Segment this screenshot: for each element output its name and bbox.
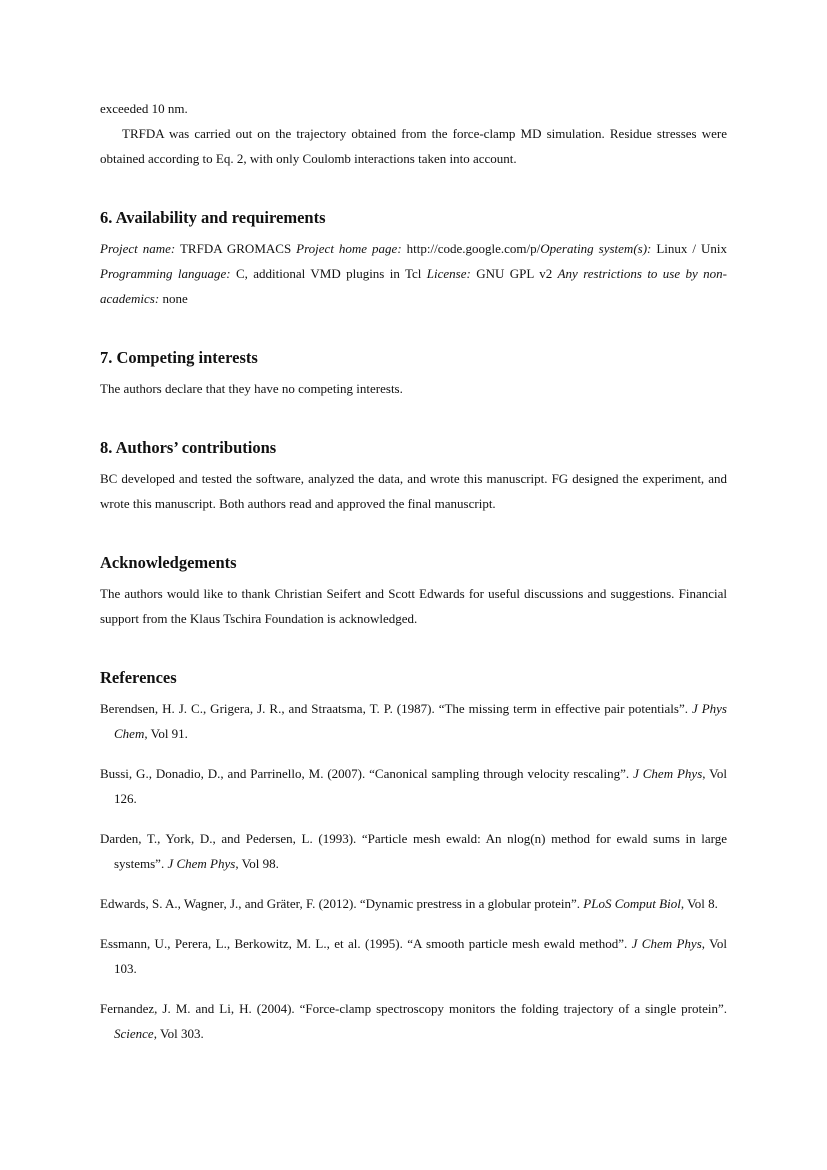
home-page-label: Project home page: [296, 241, 402, 256]
language-value: C, additional VMD plugins in Tcl [230, 266, 427, 281]
reference-volume: , Vol 91. [144, 726, 188, 741]
section-heading: References [100, 668, 177, 687]
reference-text: Essmann, U., Perera, L., Berkowitz, M. L., et al. (1995). “A smooth particle mesh ewald method”. [100, 936, 632, 951]
project-name: TRFDA GROMACS [175, 241, 297, 256]
home-page-link[interactable]: http://code.google.com/p/ [401, 241, 541, 256]
section-availability [100, 207, 727, 311]
availability-paragraph [100, 236, 727, 311]
reference-text: Edwards, S. A., Wagner, J., and Gräter, F. (2012). “Dynamic prestress in a globular protein”. [100, 896, 584, 911]
license-label: License: [426, 266, 471, 281]
project-name-label: Project name: [100, 241, 176, 256]
reference-item [100, 761, 727, 811]
section-heading: 6. Availability and requirements [100, 208, 326, 227]
reference-volume: , Vol 303. [153, 1026, 204, 1041]
reference-text: Darden, T., York, D., and Pedersen, L. (1993). “Particle mesh ewald: An nlog(n) method for ewald sums in large systems”. [100, 831, 727, 871]
section-references [100, 667, 727, 1046]
reference-journal: J Chem Phys [633, 766, 703, 781]
paper-page [100, 96, 727, 1061]
reference-text: Berendsen, H. J. C., Grigera, J. R., and Straatsma, T. P. (1987). “The missing term in effective pair potentials”. [100, 701, 692, 716]
reference-item [100, 696, 727, 746]
language-label: Programming language: [100, 266, 231, 281]
section-heading: 7. Competing interests [100, 348, 258, 367]
reference-text: Fernandez, J. M. and Li, H. (2004). “Force-clamp spectroscopy monitors the folding trajectory of a single protein”. [100, 1001, 727, 1016]
reference-text: Bussi, G., Donadio, D., and Parrinello, M. (2007). “Canonical sampling through velocity rescaling”. [100, 766, 634, 781]
os-label: Operating system(s): [540, 241, 652, 256]
reference-item [100, 891, 727, 916]
reference-journal: Science [114, 1026, 154, 1041]
reference-journal: PLoS Comput Biol [583, 896, 681, 911]
section-acknowledgements [100, 552, 727, 631]
contributions-paragraph: BC developed and tested the software, analyzed the data, and wrote this manuscript. FG designed the experiment, and wrote this manuscript. Both authors read and approved the final manuscript. [100, 471, 727, 511]
intro-paragraph: TRFDA was carried out on the trajectory obtained from the force-clamp MD simulation. Residue stresses were obtained according to Eq. 2, with only Coulomb interactions taken into account. [100, 126, 727, 166]
reference-volume: , Vol 103. [114, 936, 727, 976]
reference-item [100, 931, 727, 981]
license-value: GNU GPL v2 [470, 266, 558, 281]
competing-paragraph: The authors declare that they have no competing interests. [100, 381, 403, 396]
section-competing-interests [100, 347, 727, 401]
restrictions-label: Any restrictions to use by non-academics: [100, 266, 727, 306]
reference-volume: , Vol 8. [680, 896, 718, 911]
section-heading: Acknowledgements [100, 553, 237, 572]
reference-volume: , Vol 98. [235, 856, 279, 871]
section-contributions [100, 437, 727, 516]
acknowledgements-paragraph: The authors would like to thank Christian Seifert and Scott Edwards for useful discussions and suggestions. Financial support from the Klaus Tschira Foundation is acknowledged. [100, 586, 727, 626]
reference-item [100, 826, 727, 876]
intro-line: exceeded 10 nm. [100, 101, 188, 116]
restrictions-value: none [159, 291, 188, 306]
reference-item [100, 996, 727, 1046]
reference-journal: J Chem Phys [167, 856, 236, 871]
reference-journal: J Phys Chem [114, 701, 727, 741]
reference-journal: J Chem Phys [631, 936, 702, 951]
reference-volume: , Vol 126. [114, 766, 727, 806]
os-value: Linux / Unix [651, 241, 727, 256]
section-heading: 8. Authors’ contributions [100, 438, 277, 457]
